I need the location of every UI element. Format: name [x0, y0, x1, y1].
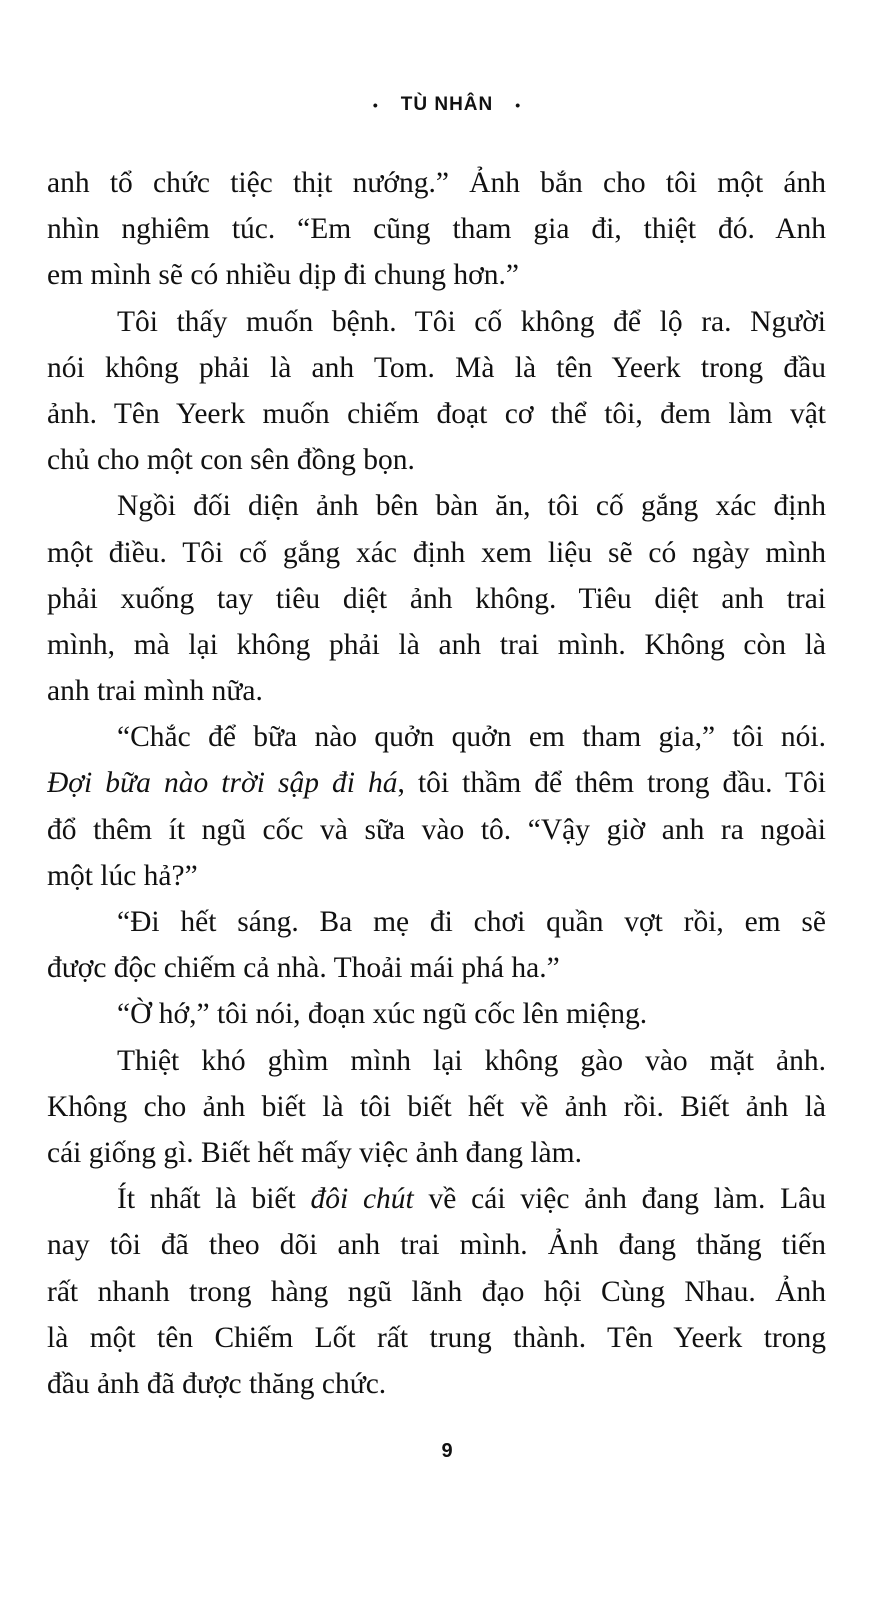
text-line	[47, 530, 826, 576]
page-number: 9	[441, 1440, 453, 1462]
text-segment: nhìn nghiêm túc. “Em cũng tham gia đi, thiệt đó. Anh	[47, 213, 826, 246]
running-header	[0, 94, 894, 116]
text-line	[47, 807, 826, 853]
text-segment: em mình sẽ có nhiều dịp đi chung hơn.”	[47, 259, 519, 292]
text-segment: anh tổ chức tiệc thịt nướng.” Ảnh bắn cho tôi một ánh	[47, 167, 826, 199]
text-segment: Thiệt khó ghìm mình lại không gào vào mặt ảnh.	[117, 1044, 826, 1077]
text-line	[47, 668, 826, 714]
text-line	[47, 252, 826, 298]
paragraph	[47, 1038, 826, 1177]
text-line	[47, 160, 826, 206]
text-segment: , tôi thầm để thêm trong đầu. Tôi	[397, 767, 826, 800]
text-segment: Ít nhất là biết	[117, 1183, 311, 1216]
text-line	[47, 899, 826, 945]
text-line	[47, 483, 826, 529]
body-text	[47, 160, 826, 1407]
text-segment: nói không phải là anh Tom. Mà là tên Yeerk trong đầu	[47, 351, 826, 384]
text-segment: anh trai mình nữa.	[47, 675, 263, 708]
paragraph	[47, 160, 826, 299]
text-line	[47, 622, 826, 668]
text-segment: “Chắc để bữa nào quởn quởn em tham gia,” tôi nói.	[117, 721, 826, 754]
text-segment: đầu ảnh đã được thăng chức.	[47, 1367, 387, 1400]
text-line	[47, 1315, 826, 1361]
text-segment: ảnh. Tên Yeerk muốn chiếm đoạt cơ thể tôi, đem làm vật	[47, 397, 826, 430]
italic-text: đôi chút	[310, 1183, 414, 1216]
bullet-right: •	[515, 96, 522, 113]
text-segment: nay tôi đã theo dõi anh trai mình. Ảnh đang thăng tiến	[47, 1229, 826, 1262]
text-segment: về cái việc ảnh đang làm. Lâu	[413, 1183, 826, 1216]
text-line	[47, 576, 826, 622]
text-line	[47, 299, 826, 345]
text-segment: là một tên Chiếm Lốt rất trung thành. Tên Yeerk trong	[47, 1321, 826, 1354]
text-line	[47, 1222, 826, 1268]
text-segment: được độc chiếm cả nhà. Thoải mái phá ha.”	[47, 952, 560, 985]
text-segment: đổ thêm ít ngũ cốc và sữa vào tô. “Vậy giờ anh ra ngoài	[47, 813, 826, 846]
text-line	[47, 1084, 826, 1130]
text-segment: phải xuống tay tiêu diệt ảnh không. Tiêu diệt anh trai	[47, 582, 826, 615]
text-line	[47, 206, 826, 252]
text-line	[47, 853, 826, 899]
text-line	[47, 1130, 826, 1176]
text-segment: rất nhanh trong hàng ngũ lãnh đạo hội Cùng Nhau. Ảnh	[47, 1275, 826, 1308]
text-segment: chủ cho một con sên đồng bọn.	[47, 444, 415, 477]
text-line	[47, 391, 826, 437]
text-line	[47, 991, 826, 1037]
text-segment: Tôi thấy muốn bệnh. Tôi cố không để lộ ra. Người	[117, 305, 826, 338]
text-line	[47, 1176, 826, 1222]
text-segment: Ngồi đối diện ảnh bên bàn ăn, tôi cố gắng xác định	[117, 490, 826, 523]
paragraph	[47, 1176, 826, 1407]
text-segment: Không cho ảnh biết là tôi biết hết về ảnh rồi. Biết ảnh là	[47, 1090, 826, 1123]
text-line	[47, 1038, 826, 1084]
paragraph	[47, 299, 826, 484]
text-line	[47, 1361, 826, 1407]
text-segment: một lúc hả?”	[47, 859, 198, 892]
text-segment: mình, mà lại không phải là anh trai mình. Không còn là	[47, 628, 826, 661]
book-title: TÙ NHÂN	[400, 94, 494, 115]
text-line	[47, 1269, 826, 1315]
paragraph	[47, 483, 826, 714]
paragraph	[47, 899, 826, 991]
text-segment: “Đi hết sáng. Ba mẹ đi chơi quần vợt rồi, em sẽ	[117, 906, 826, 938]
text-line	[47, 714, 826, 760]
text-line	[47, 945, 826, 991]
paragraph	[47, 991, 826, 1037]
text-segment: “Ờ hớ,” tôi nói, đoạn xúc ngũ cốc lên miệng.	[117, 998, 648, 1031]
text-line	[47, 345, 826, 391]
text-line	[47, 437, 826, 483]
paragraph	[47, 714, 826, 899]
bullet-left: •	[372, 96, 379, 113]
text-line	[47, 760, 826, 806]
text-segment: cái giống gì. Biết hết mấy việc ảnh đang làm.	[47, 1136, 582, 1169]
text-segment: một điều. Tôi cố gắng xác định xem liệu sẽ có ngày mình	[47, 536, 826, 569]
italic-text: Đợi bữa nào trời sập đi há	[47, 767, 398, 800]
